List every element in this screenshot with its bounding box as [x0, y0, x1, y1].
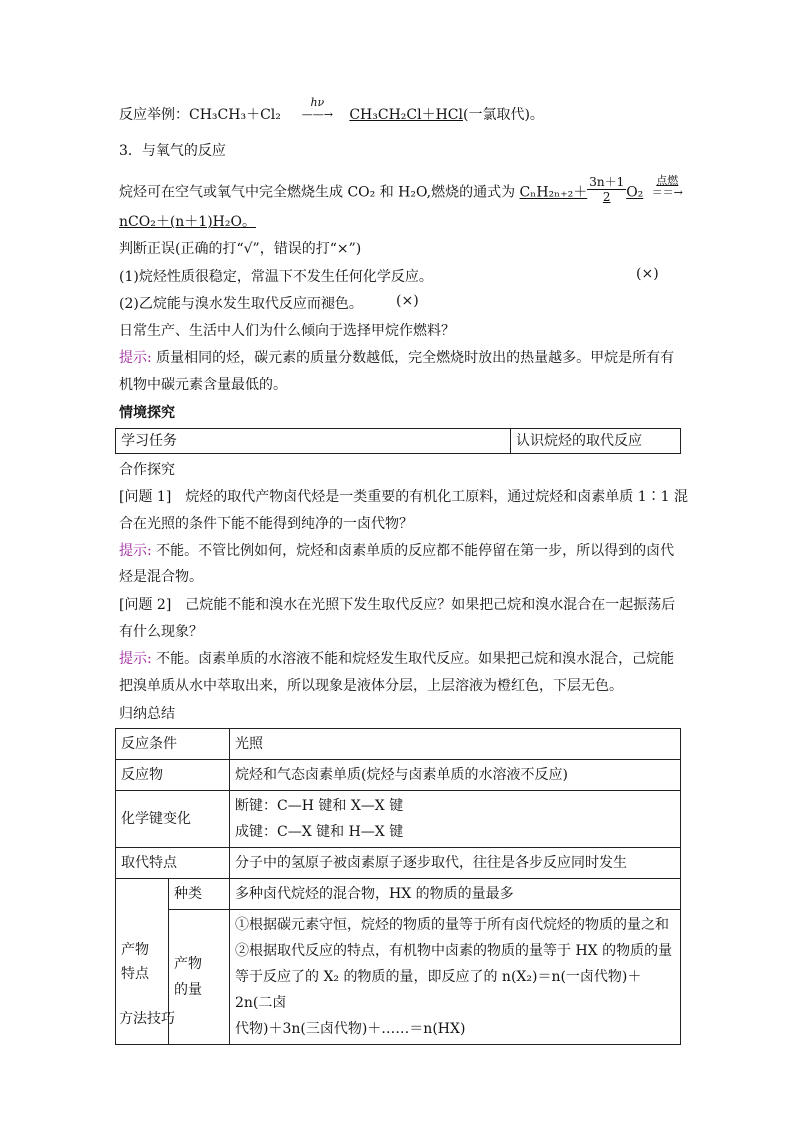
judge-title: 判断正误(正确的打“√”，错误的打“×”) [119, 241, 362, 257]
combustion-reactant2: O₂ [626, 184, 644, 201]
combustion-reactant1: CₙH₂ₙ₊₂＋ [519, 184, 588, 201]
bond-form: 成键：C—X 键和 H—X 键 [235, 824, 404, 840]
hint-1-line1 [119, 347, 674, 367]
hint-label: 提示: [119, 543, 152, 559]
judge-mark-2: (×) [396, 293, 419, 309]
judge-item-2: (2)乙烷能与溴水发生取代反应而褪色。 [119, 296, 363, 312]
hint-text: 不能。卤素单质的水溶液不能和烷烃发生取代反应。如果把己烷和溴水混合，己烷能 [151, 651, 675, 667]
row-bond-label: 化学键变化 [116, 791, 230, 848]
row-feature-label: 取代特点 [116, 848, 230, 879]
condition-ignite: 点燃 [656, 173, 679, 187]
fraction [587, 175, 626, 204]
hint-3-line2: 把溴单质从水中萃取出来，所以现象是液体分层，上层溶液为橙红色，下层无色。 [119, 678, 623, 694]
amount-line-4: 代物)＋3n(三卤代物)＋……＝n(HX) [235, 1021, 466, 1037]
judge-mark-1: (×) [636, 266, 659, 282]
problem-1-line1: [问题 1] 烷烃的取代产物卤代烃是一类重要的有机化工原料，通过烷烃和卤素单质 1∶1 混 [119, 489, 688, 505]
bond-break: 断键：C—H 键和 X—X 键 [235, 798, 404, 814]
methods-title: 方法技巧 [119, 1011, 175, 1027]
hint-3-line1 [119, 648, 674, 668]
amount-line-1: ①根据碳元素守恒，烷烃的物质的量等于所有卤代烷烃的物质的量之和 [235, 917, 669, 933]
row-condition-value: 光照 [230, 729, 681, 760]
task-label: 学习任务 [116, 429, 511, 454]
combustion-text: 烷烃可在空气或氧气中完全燃烧生成 CO₂ 和 H₂O,燃烧的通式为 [119, 184, 516, 201]
row-bond-value [230, 791, 681, 848]
problem-1-line2: 合在光照的条件下能不能得到纯净的一卤代物？ [119, 516, 413, 532]
example-prefix: 反应举例： [119, 107, 189, 123]
reaction-arrow: hν ——→ [301, 96, 333, 121]
product-label-text: 产物特点 [121, 941, 149, 982]
row-feature-value: 分子中的氢原子被卤素原子逐步取代，往往是各步反应同时发生 [230, 848, 681, 879]
amount-line-2: ②根据取代反应的特点，有机物中卤素的物质的量等于 HX 的物质的量 [235, 943, 673, 959]
problem-2-line2: 有什么现象？ [119, 624, 203, 640]
section-3-title: 3．与氧气的反应 [119, 143, 226, 159]
row-product-amount-value [230, 910, 681, 1045]
hint-text: 质量相同的烃，碳元素的质量分数越低，完全燃烧时放出的热量越多。甲烷是所有有 [151, 350, 675, 366]
row-product-amount-label [169, 910, 230, 1045]
judge-item-1: (1)烷烃性质很稳定，常温下不发生任何化学反应。 [119, 269, 433, 285]
example-left: CH₃CH₃＋Cl₂ [189, 107, 281, 123]
hint-2-line1 [119, 540, 674, 560]
combustion-arrow: 点燃 ＝＝→ [651, 173, 683, 199]
question: 日常生产、生活中人们为什么倾向于选择甲烷作燃料？ [119, 323, 455, 339]
hint-label: 提示: [119, 651, 152, 667]
summary-title: 归纳总结 [119, 706, 175, 722]
example-right: CH₃CH₂Cl＋HCl [349, 107, 463, 123]
hint-label: 提示: [119, 350, 152, 366]
fraction-denominator: 2 [602, 190, 611, 204]
fraction-numerator: 3n＋1 [589, 175, 625, 189]
reaction-example [119, 96, 544, 127]
task-table [115, 428, 681, 454]
row-condition-label: 反应条件 [116, 729, 230, 760]
row-reactant-label: 反应物 [116, 760, 230, 791]
row-product-type-value: 多种卤代烷烃的混合物，HX 的物质的量最多 [230, 879, 681, 910]
row-product-type-label: 种类 [169, 879, 230, 910]
condition-hv: hν [310, 96, 325, 109]
row-reactant-value: 烷烃和气态卤素单质(烷烃与卤素单质的水溶液不反应) [230, 760, 681, 791]
problem-2-line1: [问题 2] 己烷能不能和溴水在光照下发生取代反应？如果把己烷和溴水混合在一起振荡后 [119, 597, 676, 613]
product-amount-text: 产物的量 [174, 956, 202, 998]
hint-text: 不能。不管比例如何，烷烃和卤素单质的反应都不能停留在第一步，所以得到的卤代 [151, 543, 675, 559]
combustion-line [119, 173, 691, 207]
amount-line-3: 等于反应了的 X₂ 的物质的量，即反应了的 n(X₂)＝n(一卤代物)＋2n(二卤 [235, 969, 642, 1011]
hint-1-line2: 机物中碳元素含量最低的。 [119, 377, 287, 393]
summary-table [115, 728, 681, 1045]
task-value: 认识烷烃的取代反应 [511, 429, 681, 454]
combustion-products: nCO₂＋(n＋1)H₂O。 [119, 214, 256, 230]
hint-2-line2: 烃是混合物。 [119, 569, 203, 585]
scenario-title: 情境探究 [119, 405, 175, 421]
example-suffix: (一氯取代)。 [462, 107, 544, 123]
coop-title: 合作探究 [119, 462, 175, 478]
